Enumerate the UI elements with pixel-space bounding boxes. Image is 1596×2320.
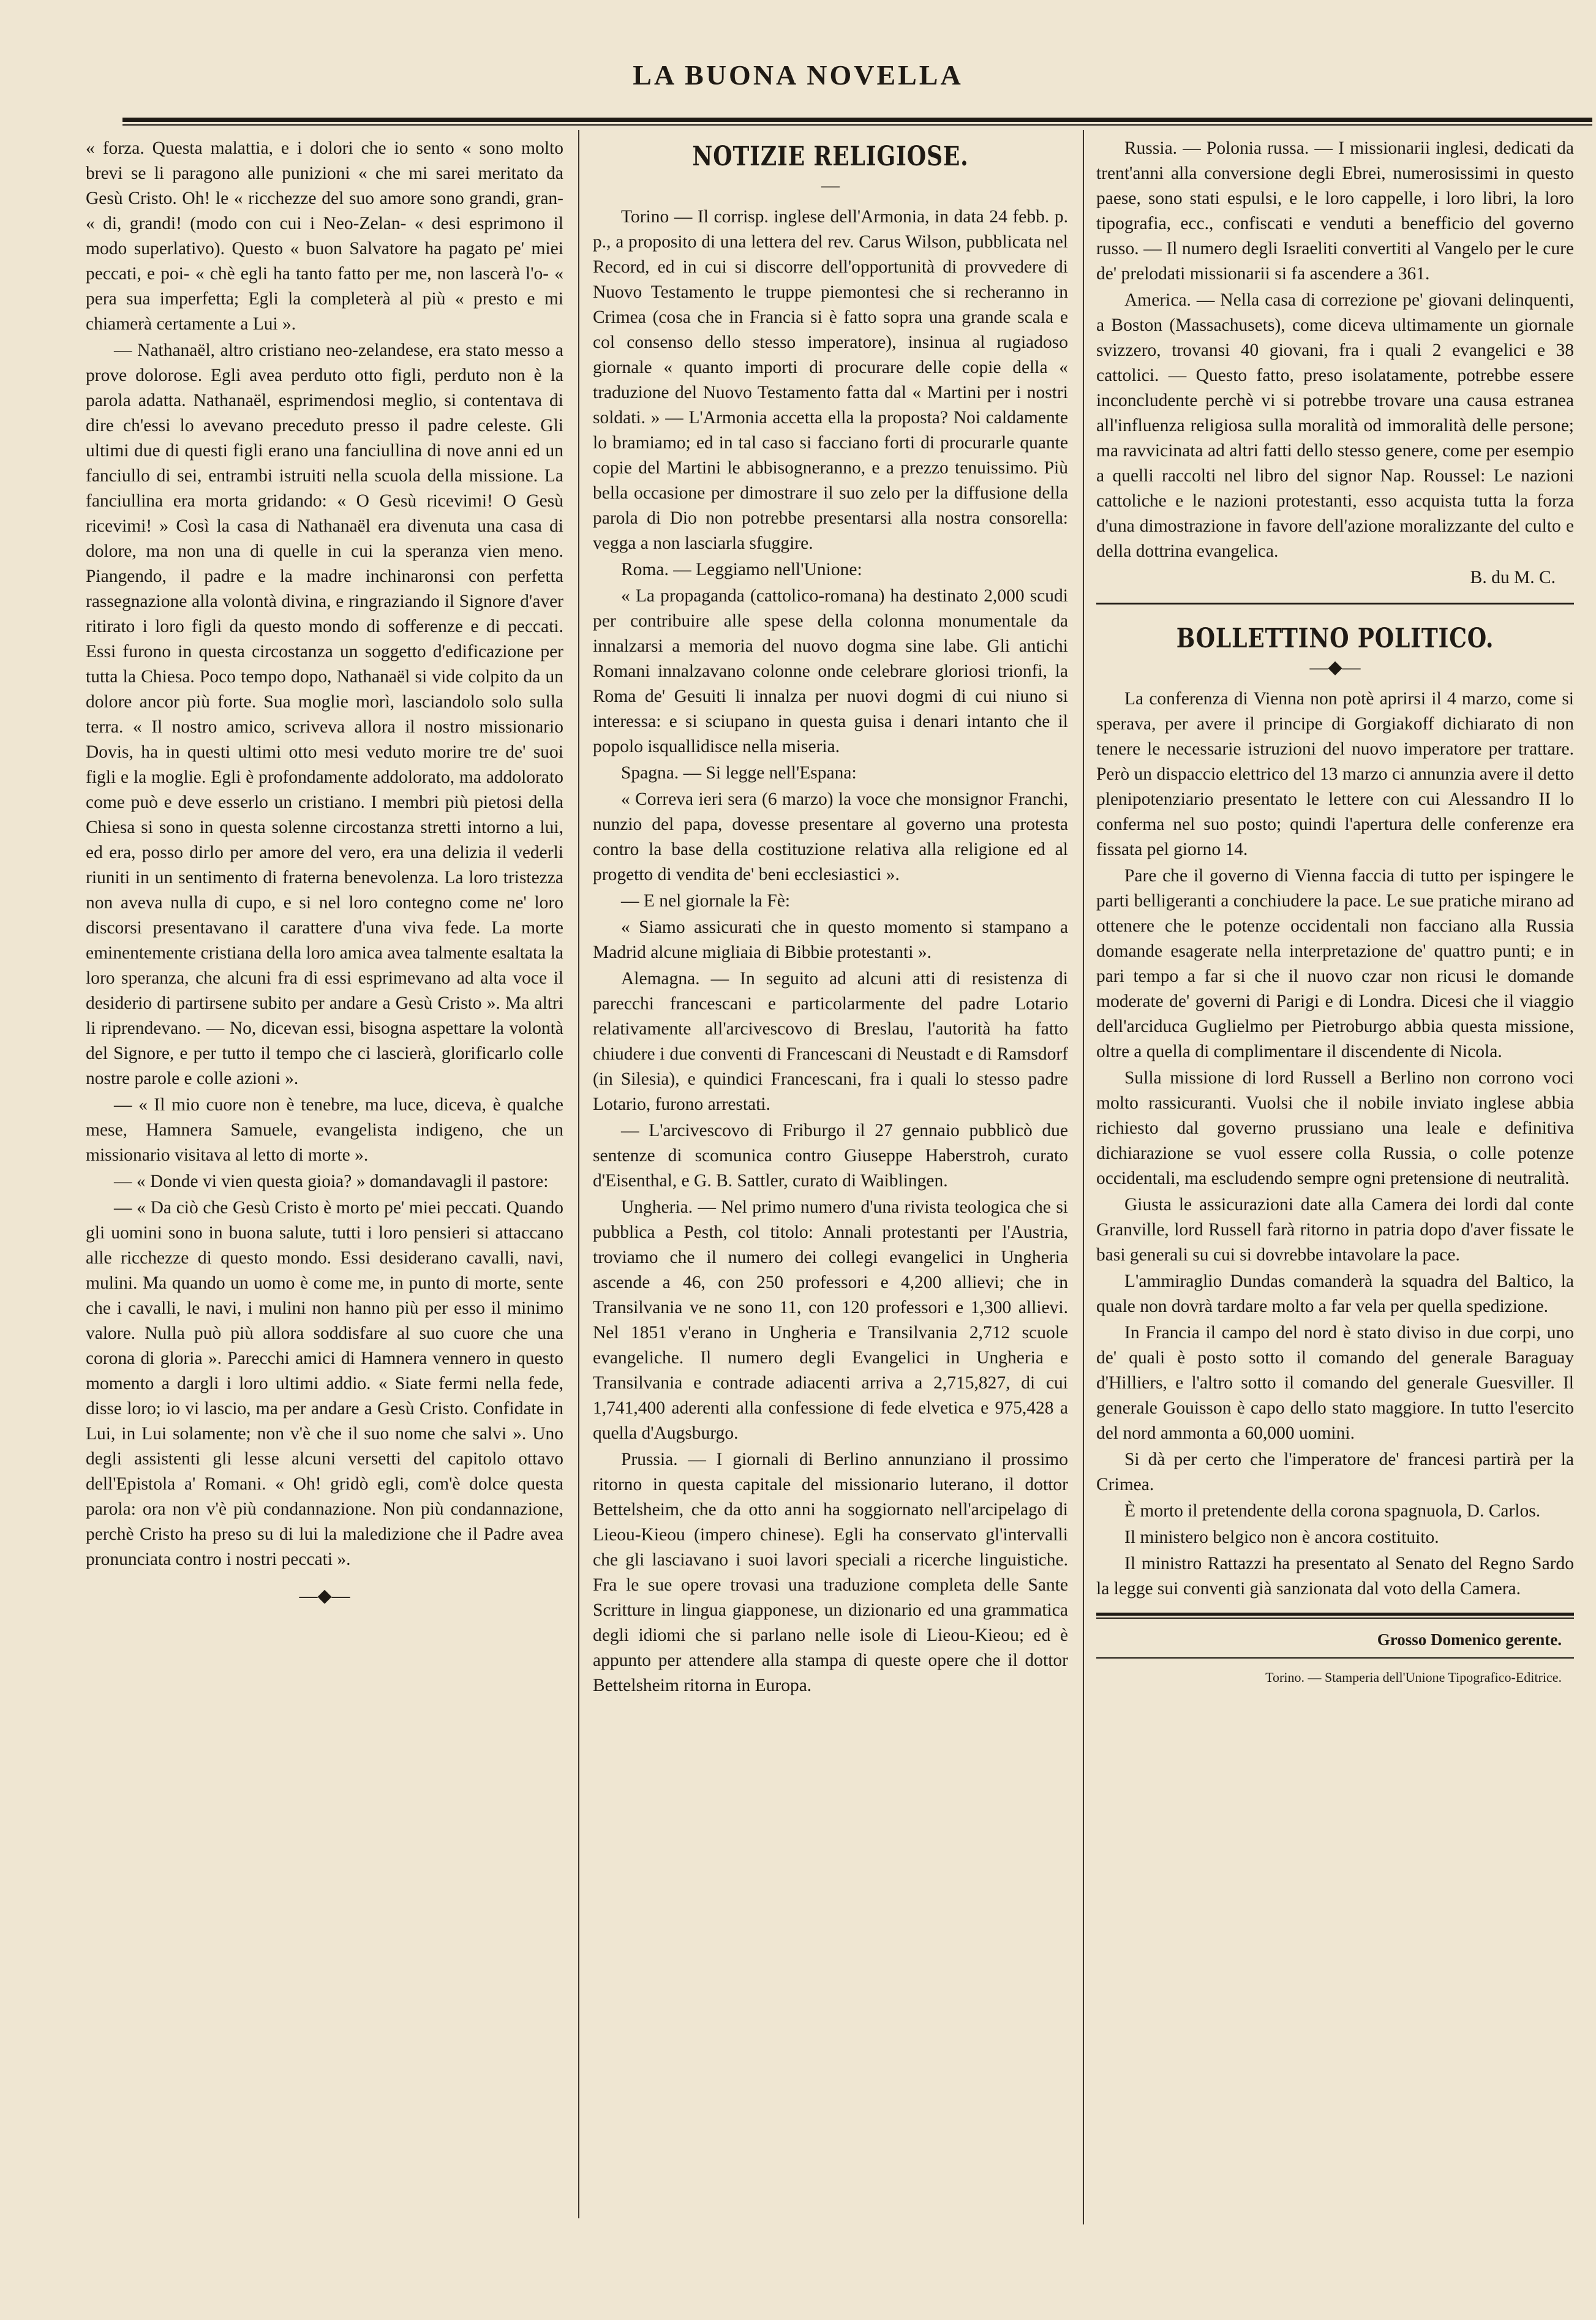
paragraph: Roma. — Leggiamo nell'Unione:	[621, 560, 862, 579]
paragraph: « forza. Questa malattia, e i dolori che io sento « sono molto brevi se li paragono alle punizioni « che mi sarei meritato da Gesù Cristo. Oh! le « ricchezze del suo amore sono grandi, gran- « di, grandi! (modo con cui i Neo-Zelan- « desi esprimono il modo superlativo). Questo « buon Salvatore ha pagato pe' miei peccati, e poi- « chè egli ha tanto fatto per me, non lascerà l'o- « pera sua imperfetta; Egli la completerà al più « presto e mi chiamerà certamente a Lui ».	[86, 138, 563, 334]
masthead: LA BUONA NOVELLA	[633, 59, 963, 91]
paragraph: Giusta le assicurazioni date alla Camera dei lordi dal conte Granville, lord Russell farà ritorno in patria dopo d'aver fissate le basi generali su cui si dovrebbe intavolare la pace.	[1096, 1195, 1574, 1265]
paragraph: È morto il pretendente della corona spagnuola, D. Carlos.	[1124, 1501, 1541, 1521]
paragraph: — L'arcivescovo di Friburgo il 27 gennaio pubblicò due sentenze di scomunica contro Giuseppe Haberstroh, curato d'Eisenthal, e G. B. Sattler, curato di Waiblingen.	[593, 1121, 1068, 1191]
column-3	[1096, 136, 1574, 2231]
paragraph: — E nel giornale la Fè:	[621, 891, 791, 911]
signature: B. du M. C.	[1470, 568, 1556, 587]
paragraph: Il ministero belgico non è ancora costituito.	[1124, 1527, 1439, 1547]
end-ornament: —◆—	[299, 1586, 350, 1606]
section-rule	[1096, 603, 1574, 604]
masthead-rule-thin	[122, 124, 1592, 126]
paragraph: Ungheria. — Nel primo numero d'una rivista teologica che si pubblica a Pesth, col titolo: Annali protestanti per l'Austria, troviamo che il numero dei collegi evangelici in Ungheria ascende a 46, con 250 professori e 4,200 allievi; che in Transilvania ve ne sono 11, con 120 professori e 1,300 allievi. Nel 1851 v'erano in Ungheria e Transilvania 2,712 scuole evangeliche. Il numero degli Evangelici in Ungheria e Transilvania e contrade adiacenti arriva a 2,715,827, di cui 1,741,400 aderenti alla confessione di fede elvetica e 975,428 a quella d'Augsburgo.	[593, 1197, 1068, 1443]
paragraph: Pare che il governo di Vienna faccia di tutto per ispingere le parti belligeranti a conchiudere la pace. Le sue pratiche mirano ad ottenere che le potenze occidentali non facciano alla Russia domande esagerate nella interpretazione de' quattro punti; e in pari tempo a far si che il nuovo czar non ricusi le domande moderate de' governi di Parigi e di Londra. Dicesi che il viaggio dell'arciduca Guglielmo per Pietroburgo abbia questa missione, oltre a quella di complimentare il discendente di Nicola.	[1096, 866, 1574, 1061]
paragraph: — « Donde vi vien questa gioia? » domandavagli il pastore:	[114, 1172, 549, 1191]
paragraph: « La propaganda (cattolico-romana) ha destinato 2,000 scudi per contribuire alle spese della colonna monumentale da innalzarsi a memoria del nuovo dogma sine labe. Gli antichi Romani innalzavano colonne onde celebrare gloriosi trionfi, la Roma de' Gesuiti li innalza per nuovi dogmi di cui niuno si interessa: e si sciupano in questa guisa i denari intanto che il popolo isquallidisce nella miseria.	[593, 586, 1068, 756]
heading-dash: —	[821, 175, 840, 195]
paragraph: La conferenza di Vienna non potè aprirsi il 4 marzo, come si sperava, per avere il principe di Gorgiakoff dichiarato di non tenere le necessarie istruzioni del nuovo imperatore per trattare. Però un dispaccio elettrico del 13 marzo ci annunzia avere il detto plenipotenziario presentato le lettere con cui Alessandro II lo conferma nel suo posto; quindi l'apertura delle conferenze era fissata pel giorno 14.	[1096, 689, 1574, 859]
section-heading-notizie: NOTIZIE RELIGIOSE.	[692, 141, 969, 172]
paragraph: Spagna. — Si legge nell'Espana:	[621, 763, 857, 783]
paragraph: — « Il mio cuore non è tenebre, ma luce, diceva, è qualche mese, Hamnera Samuele, evangelista indigeno, che un missionario visitava al letto di morte ».	[86, 1095, 563, 1165]
paragraph: Torino — Il corrisp. inglese dell'Armonia, in data 24 febb. p. p., a proposito di una lettera del rev. Carus Wilson, pubblicata nel Record, ed in cui si discorre dell'opportunità di provvedere di Nuovo Testamento le truppe piemontesi che si recheranno in Crimea (cosa che in Francia si è fatto sopra una grande scala e col consenso dello stesso imperatore), insinua al rugiadoso giornale « quanto importi di procurare delle copie della « traduzione del Nuovo Testamento fatta dal « Martini per i nostri soldati. » — L'Armonia accetta ella la proposta? Noi caldamente lo bramiamo; ed in tal caso si facciano forti di procurarle quante copie del Martini le abbisogneranno, e a prezzo tenuissimo. Più bella occasione per dimostrare il suo zelo per la diffusione della parola di Dio non potrebbe presentarsi alla nostra consorella: vegga a non lasciarla sfuggire.	[593, 207, 1068, 553]
column-divider-1	[578, 130, 579, 2218]
paragraph: L'ammiraglio Dundas comanderà la squadra del Baltico, la quale non dovrà tardare molto a far vela per quella spedizione.	[1096, 1271, 1574, 1316]
column-2	[593, 136, 1068, 2218]
heading-ornament: —◆—	[1309, 657, 1361, 677]
paragraph: — Nathanaël, altro cristiano neo-zelandese, era stato messo a prove dolorose. Egli avea perduto otto figli, perduto non è la parola adatta. Nathanaël, esprimendosi meglio, si contentava di dire ch'essi lo avevano preceduto presso il padre celeste. Gli ultimi due di questi figli erano una fanciullina di nove anni ed un fanciullo di sei, entrambi istruiti nella scuola della missione. La fanciullina era morta gridando: « O Gesù ricevimi! O Gesù ricevimi! » Così la casa di Nathanaël era divenuta una casa di dolore, ma non una di quelle in cui la speranza vien meno. Piangendo, il padre e la madre inchinaronsi con perfetta rassegnazione alla volontà divina, e ringraziando il Signore d'aver ritirato i loro figli da questo mondo di sofferenze e di peccati. Essi furono in questa circostanza un soggetto d'edificazione per tutta la Chiesa. Poco tempo dopo, Nathanaël si vide colpito da un dolore ancor più forte. Sua moglie morì, lasciandolo solo sulla terra. « Il nostro amico, scriveva allora il nostro missionario Dovis, ha in questi ultimi otto mesi veduto morire tre de' suoi figli e la moglie. Egli è profondamente addolorato, ma addolorato come può e deve esserlo un cristiano. I membri più pietosi della Chiesa si sono in questa solenne circostanza stretti intorno a lui, ed era, posso dirlo per amore del vero, era una delizia il vederli riuniti in un sentimento di fraterna benevolenza. La loro tristezza non aveva nulla di cupo, e si nel loro contegno come ne' loro discorsi presentavano il carattere d'una viva fede. La morte eminentemente cristiana della loro amica avea talmente esaltata la loro speranza, che alcuni fra di essi esprimevano ad alta voce il desiderio di partirsene subito per andare a Gesù Cristo ». Ma altri li riprendevano. — No, dicevan essi, bisogna aspettare la volontà del Signore, e per tutto il tempo che ci lascierà, glorificarlo colle nostre parole e colle azioni ».	[86, 341, 563, 1088]
paragraph: Prussia. — I giornali di Berlino annunziano il prossimo ritorno in questa capitale del missionario luterano, il dottor Bettelsheim, che da otto anni ha soggiornato nell'arcipelago di Lieou-Kieou (impero chinese). Egli ha conservato gl'intervalli che gli lasciavano i suoi lavori speciali a ricerche linguistiche. Fra le sue opere trovasi una traduzione completa delle Sante Scritture in lingua giapponese, un dizionario ed una grammatica degli idiomi che si parlano nelle isole di Lieou-Kieou; ed è appunto per attendere alla stampa di queste opere che il dottor Bettelsheim ritorna in Europa.	[593, 1450, 1068, 1695]
masthead-rule	[122, 118, 1592, 122]
paragraph: Alemagna. — In seguito ad alcuni atti di resistenza di parecchi francescani e particolarmente del padre Lotario relativamente all'arcivescovo di Breslau, l'autorità ha fatto chiudere i due conventi di Francescani di Neustadt e di Ramsdorf (in Silesia), e quindici Francescani, fra i quali lo stesso padre Lotario, furono arrestati.	[593, 969, 1068, 1114]
printer-line: Torino. — Stamperia dell'Unione Tipografico-Editrice.	[1265, 1670, 1562, 1685]
paragraph: « Correva ieri sera (6 marzo) la voce che monsignor Franchi, nunzio del papa, dovesse presentare al governo una protesta contro la base della costituzione relativa alla religione ed al progetto di vendita de' beni ecclesiastici ».	[593, 789, 1068, 884]
paragraph: Si dà per certo che l'imperatore de' francesi partirà per la Crimea.	[1096, 1450, 1574, 1494]
footer-rule	[1096, 1613, 1574, 1619]
column-1	[86, 136, 563, 2212]
paragraph: — « Da ciò che Gesù Cristo è morto pe' miei peccati. Quando gli uomini sono in buona salute, tutti i loro pensieri si attaccano alle ricchezze di questo mondo. Essi desiderano cavalli, navi, mulini. Ma quando un uomo è come me, in punto di morte, sente che i cavalli, le navi, i mulini non hanno più per esso il minimo valore. Nulla può più allora soddisfare al suo cuore che una corona di gloria ». Parecchi amici di Hamnera vennero in questo momento a dargli i loro ultimi addio. « Siate fermi nella fede, disse loro; io vi lascio, ma per andare a Gesù Cristo. Confidate in Lui, in Lui solamente; non v'è che il suo nome che salvi ». Uno degli assistenti gli lesse alcuni versetti del capitolo ottavo dell'Epistola a' Romani. « Oh! gridò egli, com'è dolce questa parola: ora non v'è più condannazione. Non più condannazione, perchè Cristo ha preso su di lui la maledizione che il Padre avea pronunciata contro i nostri peccati ».	[86, 1198, 563, 1569]
paragraph: Russia. — Polonia russa. — I missionarii inglesi, dedicati da trent'anni alla conversione degli Ebrei, numerosissimi in questo paese, sono stati espulsi, e le loro cappelle, i loro libri, la loro tipografia, ecc., confiscati e venduti a benefficio del governo russo. — Il numero degli Israeliti convertiti al Vangelo per le cure de' prelodati missionarii si fa ascendere a 361.	[1096, 138, 1574, 284]
paragraph: Sulla missione di lord Russell a Berlino non corrono voci molto rassicuranti. Vuolsi che il nobile inviato inglese abbia richiesto dal governo prussiano una leale e definitiva dichiarazione se vuol essere colla Russia, o colle potenze occidentali, ma escludendo sempre ogni pretensione di neutralità.	[1096, 1068, 1574, 1188]
paragraph: Il ministro Rattazzi ha presentato al Senato del Regno Sardo la legge sui conventi già sanzionata dal voto della Camera.	[1096, 1554, 1574, 1599]
section-heading-bollettino: BOLLETTINO POLITICO.	[1176, 623, 1494, 654]
gerente-line: Grosso Domenico gerente.	[1377, 1630, 1562, 1649]
paragraph: In Francia il campo del nord è stato diviso in due corpi, uno de' quali è posto sotto il comando del generale Baraguay d'Hilliers, e l'altro sotto il comando del generale Guesviller. Il generale Gouisson è capo dello stato maggiore. In tutto l'esercito del nord ammonta a 60,000 uomini.	[1096, 1323, 1574, 1443]
footer-thin-rule	[1096, 1657, 1574, 1659]
paragraph: « Siamo assicurati che in questo momento si stampano a Madrid alcune migliaia di Bibbie protestanti ».	[593, 917, 1068, 962]
paragraph: America. — Nella casa di correzione pe' giovani delinquenti, a Boston (Massachusets), come diceva ultimamente un giornale svizzero, trovansi 40 giovani, fra i quali 2 evangelici e 38 cattolici. — Questo fatto, preso isolatamente, potrebbe essere inconcludente perchè vi si potrebbe trovare una causa estranea all'influenza religiosa sulla moralità od immoralità delle persone; ma ravvicinata ad altri fatti dello stesso genere, come per esempio a quelli raccolti nel libro del signor Nap. Roussel: Le nazioni cattoliche e le nazioni protestanti, esso acquista tutta la forza d'una dimostrazione in favore dell'azione moralizzante del culto e della dottrina evangelica.	[1096, 290, 1574, 561]
column-divider-2	[1083, 130, 1084, 2224]
